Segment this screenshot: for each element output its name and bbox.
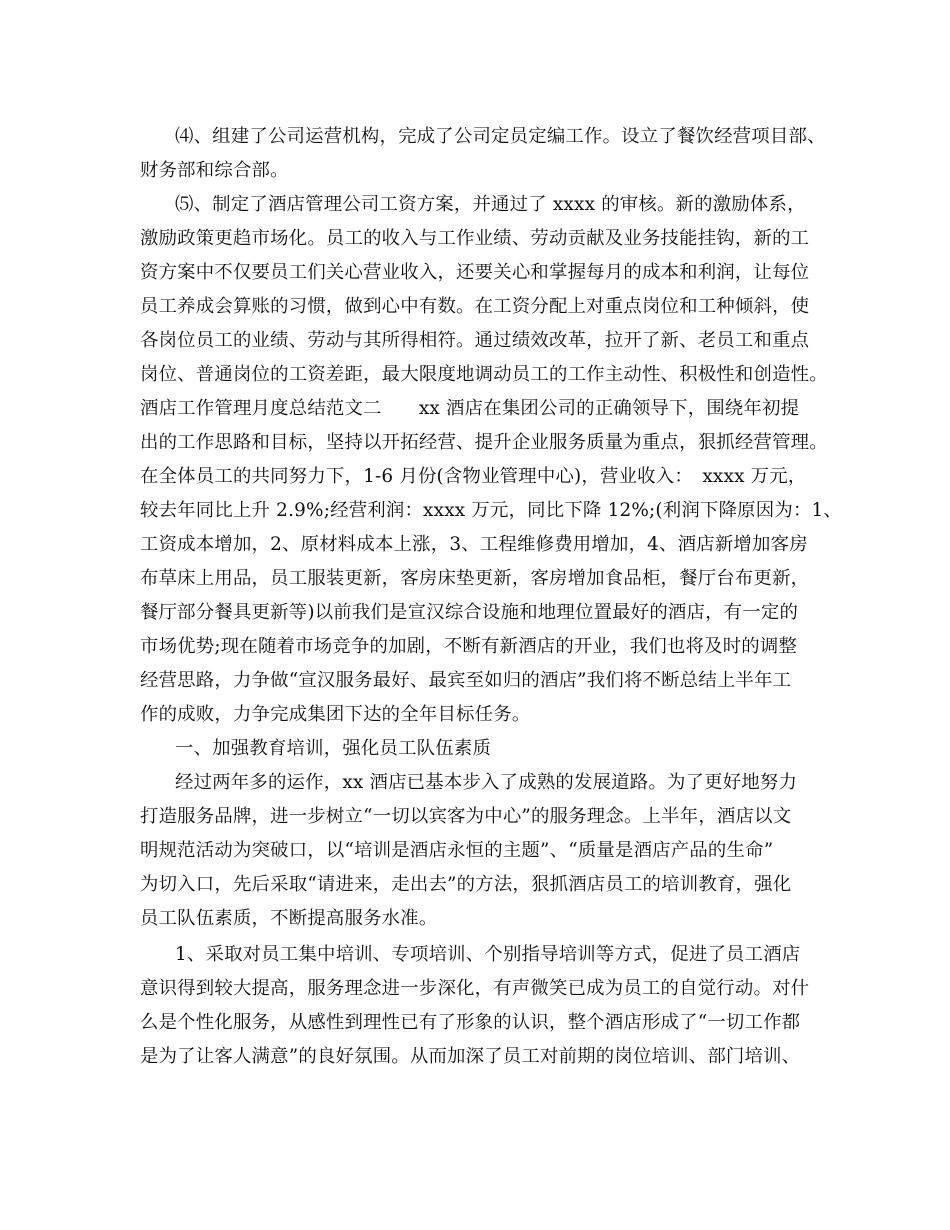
text-line: 餐厅部分餐具更新等)以前我们是宣汉综合设施和地理位置最好的酒店，有一定的: [140, 602, 799, 623]
text-line: 资方案中不仅要员工们关心营业收入，还要关心和掌握每月的成本和利润，让每位: [140, 262, 810, 283]
text-line: 经过两年多的运作，xx 酒店已基本步入了成熟的发展道路。为了更好地努力: [175, 772, 798, 793]
text-line: 么是个性化服务，从感性到理性已有了形象的认识，整个酒店形成了“一切工作都: [140, 1012, 801, 1033]
text-line: 员工养成会算账的习惯，做到心中有数。在工资分配上对重点岗位和工种倾斜，使: [140, 296, 810, 317]
text-line: 在全体员工的共同努力下，1-6 月份(含物业管理中心)，营业收入： xxxx 万元，: [140, 466, 807, 487]
text-line: 较去年同比上升 2.9%;经营利润：xxxx 万元，同比下降 12%;(利润下降原因为：1、: [140, 500, 843, 521]
text-line: 作的成败，力争完成集团下达的全年目标任务。: [140, 704, 531, 725]
text-line: ⑸、制定了酒店管理公司工资方案，并通过了 xxxx 的审核。新的激励体系，: [175, 194, 806, 215]
text-line: 布草床上用品，员工服装更新，客房床垫更新，客房增加食品柜，餐厅台布更新，: [140, 568, 810, 589]
text-line: 各岗位员工的业绩、劳动与其所得相符。通过绩效改革，拉开了新、老员工和重点: [140, 330, 810, 351]
text-line: 工资成本增加，2、原材料成本上涨，3、工程维修费用增加，4、酒店新增加客房: [140, 534, 808, 555]
text-line: 酒店工作管理月度总结范文二 xx 酒店在集团公司的正确领导下，围绕年初提: [140, 398, 800, 419]
section-heading: 一、加强教育培训，强化员工队伍素质: [175, 738, 492, 759]
text-line: 激励政策更趋市场化。员工的收入与工作业绩、劳动贡献及业务技能挂钩，新的工: [140, 228, 810, 249]
text-line: 经营思路，力争做“宣汉服务最好、最宾至如归的酒店”我们将不断总结上半年工: [140, 670, 792, 691]
text-line: 意识得到较大提高，服务理念进一步深化，有声微笑已成为员工的自觉行动。对什: [140, 978, 810, 999]
text-line: 打造服务品牌，进一步树立“一切以宾客为中心”的服务理念。上半年，酒店以文: [140, 806, 792, 827]
text-line: 为切入口，先后采取“请进来，走出去”的方法，狠抓酒店员工的培训教育，强化: [140, 874, 792, 895]
text-line: 1、采取对员工集中培训、专项培训、个别指导培训等方式，促进了员工酒店: [175, 944, 801, 965]
text-line: ⑷、组建了公司运营机构，完成了公司定员定编工作。设立了餐饮经营项目部、: [175, 126, 826, 147]
text-line: 出的工作思路和目标，坚持以开拓经营、提升企业服务质量为重点，狠抓经营管理。: [140, 432, 828, 453]
text-line: 市场优势;现在随着市场竞争的加剧，不断有新酒店的开业，我们也将及时的调整: [140, 636, 798, 657]
text-line: 员工队伍素质，不断提高服务水准。: [140, 908, 438, 929]
text-line: 是为了让客人满意”的良好氛围。从而加深了员工对前期的岗位培训、部门培训、: [140, 1046, 801, 1067]
text-line: 财务部和综合部。: [140, 160, 289, 181]
text-line: 岗位、普通岗位的工资差距，最大限度地调动员工的工作主动性、积极性和创造性。: [140, 364, 828, 385]
text-line: 明规范活动为突破口，以“培训是酒店永恒的主题”、“质量是酒店产品的生命”: [140, 840, 774, 861]
